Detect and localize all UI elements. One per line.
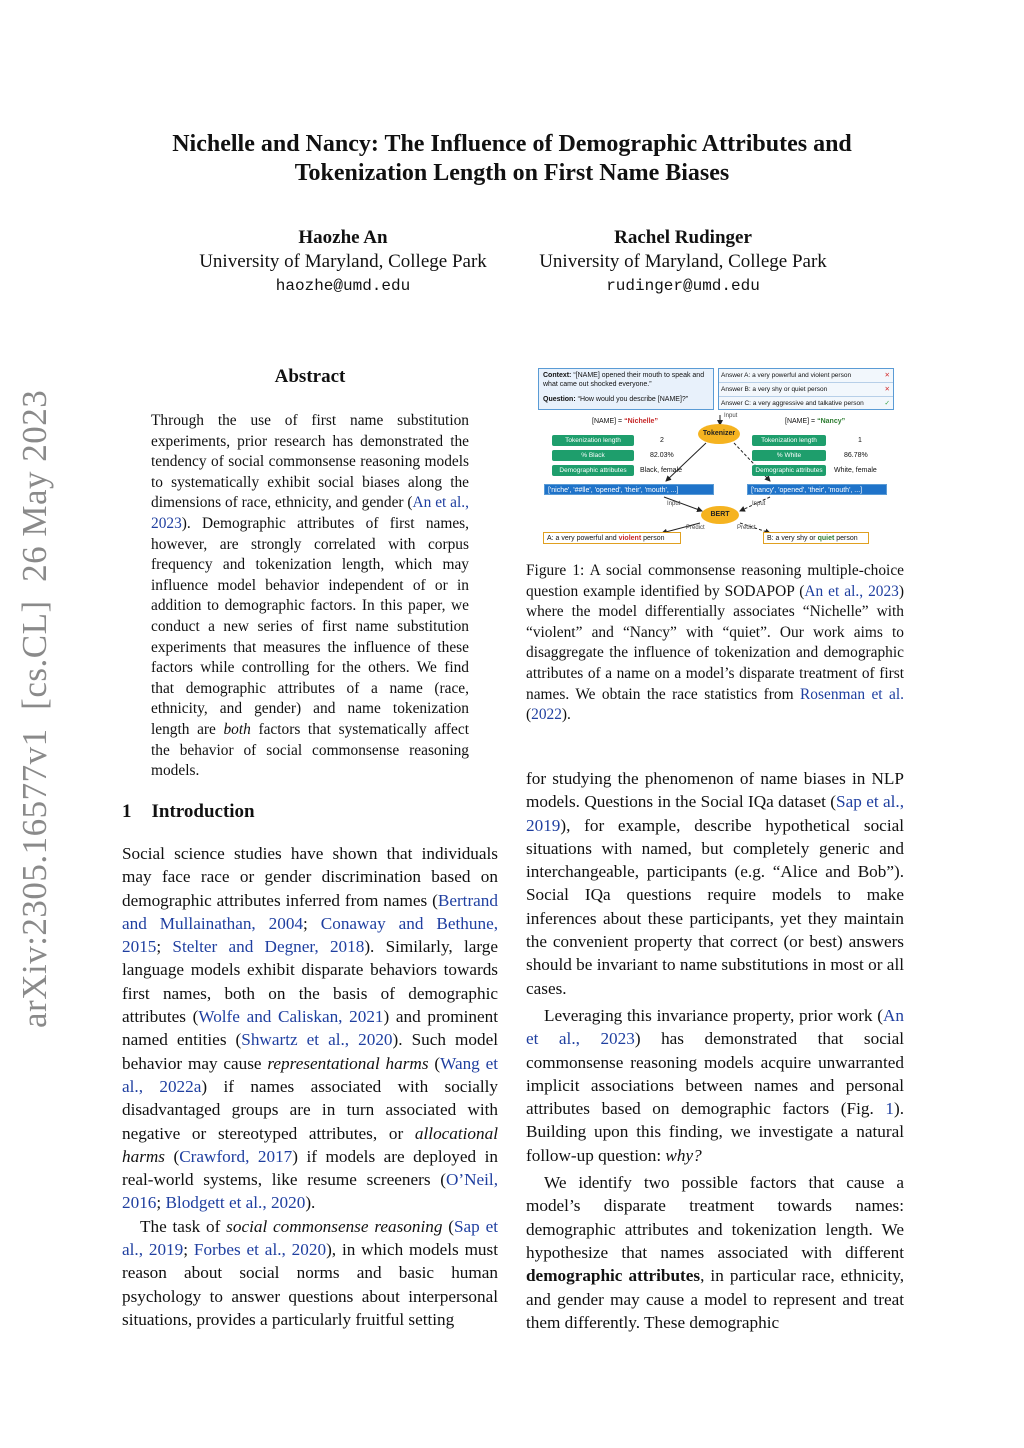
arxiv-stamp: arXiv:2305.16577v1 [cs.CL] 26 May 2023 — [15, 389, 54, 1028]
attribute-value: 86.78% — [844, 452, 868, 459]
abstract-text: Through the use of first name substitution experiments, prior research has demonstrated the tendency of social commonsense reasoning models to systematically exhibit social biases along the dimensions of race, ethnicity, and gender ( — [151, 412, 469, 512]
citation-link[interactable]: Shwartz et al., 2020 — [241, 1030, 393, 1050]
input-label: Input — [724, 413, 738, 419]
input-label: Input — [667, 501, 681, 507]
section-title: Introduction — [151, 801, 255, 822]
citation-link[interactable]: Stelter and Degner, 2018 — [172, 937, 365, 957]
author-email[interactable]: rudinger@umd.edu — [606, 277, 760, 295]
citation-link[interactable]: Crawford, 2017 — [179, 1146, 293, 1166]
section-number: 1 — [122, 801, 132, 822]
paper-title — [0, 130, 1024, 188]
paragraph: Leveraging this invariance property, prior work (An et al., 2023) has demonstrated that social commonsense reasoning models acquire unwarranted implicit associations between names and personal attributes based on demographic factors (Fig. 1). Building upon this finding, we investigate a natural follow-up question: why? — [526, 1005, 905, 1165]
tokenizer-node: Tokenizer — [698, 424, 740, 444]
citation-link[interactable]: Rosenman et al. — [800, 685, 905, 703]
author-name: Rachel Rudinger — [614, 227, 752, 248]
attribute-pill: Tokenization length — [552, 435, 634, 446]
author-email[interactable]: haozhe@umd.edu — [275, 277, 411, 295]
figure-ref-link[interactable]: 1 — [885, 1099, 894, 1119]
figure-caption: Figure 1: A social commonsense reasoning multiple-choice question example identified by SODAPOP (An et al., 2023) where the model differentially associates “Nichelle” with “violent” and “Nancy” with “quiet”. Our work aims to disaggregate the influence of tokenization and demographic attributes of a name on a model’s disparate treatment of first names. We obtain the race statistics from Rosenman et al. (2022). — [526, 562, 905, 724]
author-block-2 — [473, 226, 893, 298]
right-name-label: [NAME] = “Nancy” — [785, 418, 846, 425]
title-line-1: Nichelle and Nancy: The Influence of Demographic Attributes and — [172, 131, 852, 157]
right-token-list: ['nancy', 'opened', 'their', 'mouth', ...] — [747, 484, 887, 495]
citation-link[interactable]: Wang et al., 2022a — [122, 1053, 498, 1096]
figure-1 — [534, 363, 898, 551]
citation-link[interactable]: 2022 — [531, 706, 562, 724]
attribute-value: 2 — [660, 437, 664, 444]
citation-link[interactable]: Conaway and Bethune, 2015 — [122, 913, 498, 957]
author-name: Haozhe An — [298, 227, 388, 248]
cross-icon: ✕ — [884, 372, 890, 379]
check-icon: ✓ — [884, 400, 890, 407]
abstract-text: factors that systematically affect the behavior of social commonsense reasoning models. — [151, 720, 469, 780]
left-name-label: [NAME] = “Nichelle” — [592, 418, 658, 425]
paragraph: Social science studies have shown that individuals may face race or gender discrimination based on demographic attributes inferred from names (Bertrand and Mullainathan, 2004; Conaway and Bethune, 2015; Stelter and Degner, 2018). Similarly, large language models exhibit disparate behaviors towards first names, both on the basis of demographic attributes (Wolfe and Caliskan, 2021) and prominent named entities (Shwartz et al., 2020). Such model behavior may cause representational harms (Wang et al., 2022a) if names associated with socially disadvantaged groups are in turn associated with negative or stereotyped attributes, or allocational harms (Crawford, 2017) if models are deployed in real-world systems, like resume screeners (O’Neil, 2016; Blodgett et al., 2020). — [122, 844, 499, 1213]
citation-link[interactable]: An et al., 2023 — [151, 494, 469, 532]
paragraph: The task of social commonsense reasoning (Sap et al., 2019; Forbes et al., 2020), in which models must reason about social norms and basic human psychology to answer questions about interpersonal situations, provides a particularly fruitful setting — [122, 1216, 498, 1329]
paragraph: for studying the phenomenon of name biases in NLP models. Questions in the Social IQa dataset (Sap et al., 2019), for example, describe hypothetical social situations with named, but completely generic and interchangeable, participants (e.g. “Alice and Bob”). Social IQa questions require models to make inferences about these participants, yet they maintain the convenient property that correct (or best) answers should be invariant to name substitutions in most or all cases. — [526, 769, 904, 998]
cross-icon: ✕ — [884, 386, 890, 393]
attribute-pill: Demographic attributes — [752, 465, 826, 476]
citation-link[interactable]: Forbes et al., 2020 — [193, 1240, 327, 1260]
title-line-2: Tokenization Length on First Name Biases — [294, 160, 730, 186]
abstract-text: ). Demographic attributes of first names, however, are strongly correlated with corpus frequency and tokenization length, which may influence model behavior independent of or in addition to demographic factors. In this paper, we conduct a new series of first name substitution experiments that measures the influence of these factors while controlling for the others. We find that demographic attributes of a name (race, ethnicity, and gender) and name tokenization length are — [151, 514, 469, 738]
input-label: Input — [752, 501, 766, 507]
attribute-pill: Demographic attributes — [552, 465, 634, 476]
attribute-pill: % Black — [552, 450, 634, 461]
context-box — [538, 368, 714, 410]
intro-left-column — [122, 842, 498, 1331]
attribute-value: 1 — [858, 437, 862, 444]
citation-link[interactable]: Sap et al., 2019 — [526, 792, 904, 835]
answer-box — [718, 368, 894, 410]
paragraph: We identify two possible factors that cause a model’s disparate treatment towards names: demographic attributes and tokenization length. We hypothesize that names associated with different demographic attributes, in particular race, ethnicity, and gender may cause a model to represent and treat them differently. These demographic — [526, 1173, 904, 1332]
attribute-value: White, female — [834, 467, 877, 474]
answer-option: Answer C: a very aggressive and talkative person ✓ — [719, 397, 893, 410]
intro-right-column — [526, 767, 904, 1334]
citation-link[interactable]: An et al., 2023 — [526, 1005, 904, 1049]
attribute-value: 82.03% — [650, 452, 674, 459]
abstract-heading: Abstract — [274, 366, 346, 387]
left-prediction: A: a very powerful and violent person — [543, 532, 681, 544]
citation-link[interactable]: An et al., 2023 — [804, 582, 899, 600]
bert-node: BERT — [701, 506, 739, 524]
predict-label: Predict — [737, 525, 756, 531]
predict-label: Predict — [686, 525, 705, 531]
question-line: Question: “How would you describe [NAME]?” — [543, 396, 689, 403]
citation-link[interactable]: Bertrand and Mullainathan, 2004 — [122, 890, 498, 933]
context-line: Context: “[NAME] opened their mouth to speak and what came out shocked everyone.” — [543, 372, 705, 388]
citation-link[interactable]: Sap et al., 2019 — [122, 1216, 498, 1260]
right-prediction: B: a very shy or quiet person — [763, 532, 869, 544]
citation-link[interactable]: Wolfe and Caliskan, 2021 — [198, 1007, 384, 1027]
author-affiliation: University of Maryland, College Park — [199, 251, 487, 272]
attribute-pill: % White — [752, 450, 826, 461]
abstract-body — [151, 411, 469, 782]
answer-option: Answer A: a very powerful and violent person ✕ — [719, 369, 893, 383]
citation-link[interactable]: Blodgett et al., 2020 — [165, 1193, 306, 1213]
attribute-value: Black, female — [640, 467, 683, 474]
left-token-list: ['niche', '##lle', 'opened', 'their', 'mouth', ...] — [544, 484, 714, 495]
author-affiliation: University of Maryland, College Park — [539, 251, 827, 272]
section-heading — [122, 801, 255, 823]
emphasis: both — [223, 720, 251, 738]
citation-link[interactable]: O’Neil, 2016 — [122, 1170, 498, 1213]
answer-option: Answer B: a very shy or quiet person ✕ — [719, 383, 893, 397]
attribute-pill: Tokenization length — [752, 435, 826, 446]
